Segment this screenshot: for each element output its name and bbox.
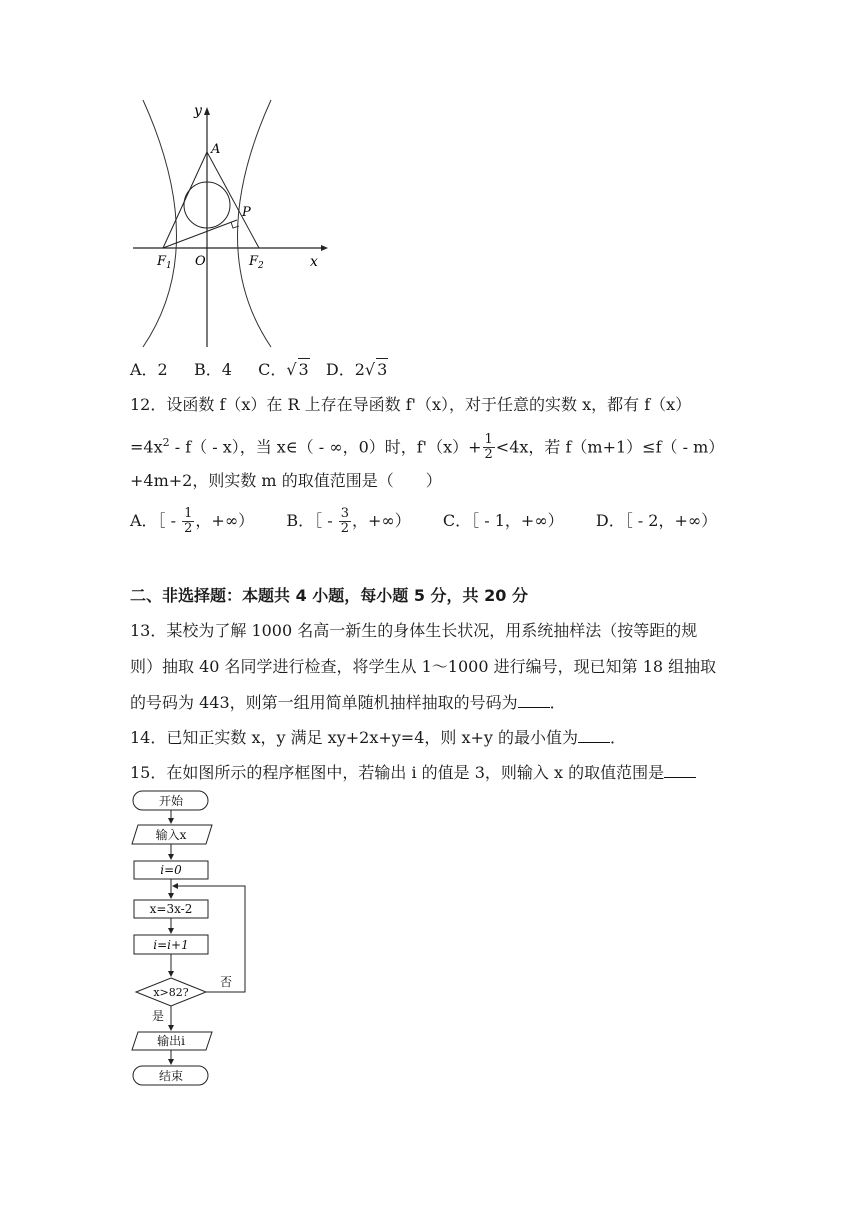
hyperbola-figure <box>125 95 330 350</box>
y-axis-arrow <box>204 107 210 115</box>
q14-answer-blank <box>578 726 610 743</box>
q12-line1: 12．设函数 f（x）在 R 上存在导函数 f'（x），对于任意的实数 x，都有 f（x） <box>130 395 692 414</box>
flow-init-label: i=0 <box>160 863 182 877</box>
label-A: A <box>211 142 221 157</box>
flow-output-label: 输出i <box>157 1034 185 1048</box>
flow-increment-label: i=i+1 <box>153 938 189 952</box>
label-y: y <box>194 103 202 119</box>
q15-line: 15．在如图所示的程序框图中，若输出 i 的值是 3，则输入 x 的取值范围是 <box>130 761 696 784</box>
q12-line3: +4m+2，则实数 m 的取值范围是（ ） <box>130 471 442 490</box>
label-O: O <box>195 254 206 269</box>
flow-input-label: 输入x <box>155 828 187 842</box>
q13-line3: 的号码为 443，则第一组用简单随机抽样抽取的号码为 ． <box>130 693 566 712</box>
label-P: P <box>242 205 251 220</box>
q11-option-d: D．2√ 3 <box>325 360 388 379</box>
flow-yes-label: 是 <box>151 1009 165 1023</box>
q11-option-b: B．4 <box>193 360 232 379</box>
q15-answer-blank <box>664 761 696 778</box>
segment-A-F2 <box>207 152 259 248</box>
q13-line2: 则）抽取 40 名同学进行检查，将学生从 1～1000 进行编号，现已知第 18 组抽取 <box>130 657 717 676</box>
q14-line: 14．已知正实数 x，y 满足 xy+2x+y=4，则 x+y 的最小值为 ． <box>130 728 627 747</box>
section-heading: 二、非选择题：本题共 4 小题，每小题 5 分，共 20 分 <box>130 586 528 605</box>
hyperbola-left-branch <box>143 100 177 347</box>
flow-assign-label: x=3x-2 <box>149 902 193 916</box>
q12-line2: $=4x^2 - f( - x)$，当 x∈（ - ∞，0）时，f'（x）+ $\frac{1}{2}$ <4x，若 f（m+1）≤f（ - m） <box>130 432 725 463</box>
flow-condition-label: x>82? <box>153 986 189 999</box>
hyperbola-right-branch <box>238 100 272 347</box>
q12-option-d: D．［ - 2，+∞） <box>595 511 718 530</box>
flow-end-label: 结束 <box>158 1069 184 1083</box>
x-axis-arrow <box>321 245 328 251</box>
q11-option-c: C．√ 3 <box>258 360 309 379</box>
q13-line1: 13．某校为了解 1000 名高一新生的身体生长状况，用系统抽样法（按等距的规 <box>130 621 698 640</box>
label-x: x <box>310 254 318 270</box>
q12-option-b: B．［ - $\frac{3}{2}$ ，+∞） <box>286 506 411 536</box>
q11-options <box>130 358 388 381</box>
q12-option-c: C．［ - 1，+∞） <box>442 511 564 530</box>
q11-option-a: A．2 <box>130 360 168 379</box>
flowchart-figure <box>128 785 258 1090</box>
label-F2: $F_2$ <box>249 254 264 271</box>
flow-start-label: 开始 <box>158 794 184 808</box>
label-F1: $F_1$ <box>157 254 172 271</box>
flow-no-label: 否 <box>219 975 233 989</box>
q12-option-a: A．［ - $\frac{1}{2}$ ，+∞） <box>130 506 255 536</box>
fraction-one-half: $\frac{1}{2}$ <box>484 432 493 463</box>
q12-options <box>130 506 717 536</box>
q13-answer-blank <box>518 691 550 708</box>
